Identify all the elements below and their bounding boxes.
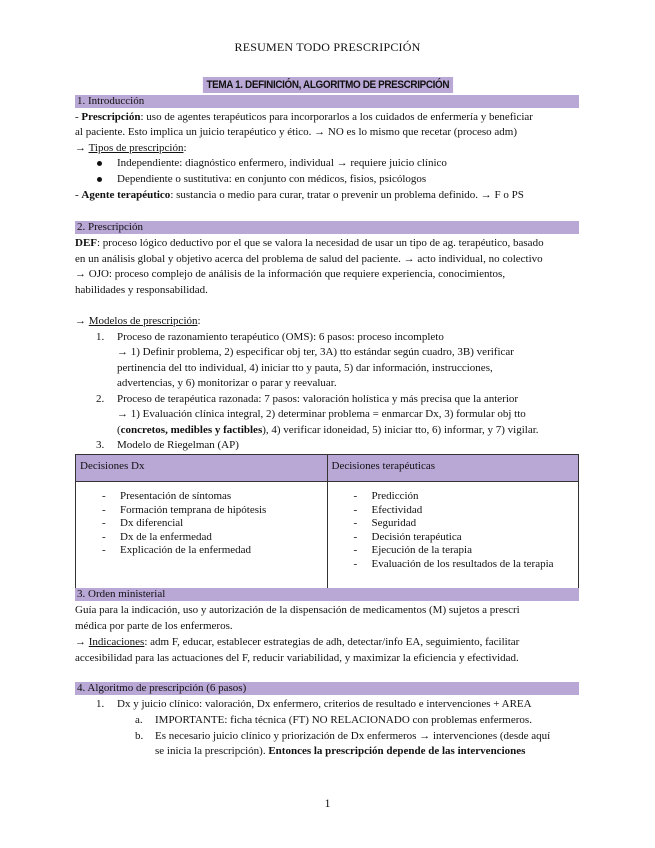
table-list-item-text: Decisión terapéutica bbox=[371, 530, 462, 543]
table-list-item bbox=[328, 531, 579, 545]
arrow-icon: → bbox=[75, 315, 89, 327]
table-list-item-text: Seguridad bbox=[371, 517, 417, 530]
table-header-dx: Decisiones Dx bbox=[76, 455, 328, 482]
modelo-2-number: 2. bbox=[96, 393, 105, 405]
sub-b-text-start: se inicia la prescripción). bbox=[155, 745, 269, 757]
table-list-item bbox=[328, 544, 579, 558]
def-text-1: : proceso lógico deductivo por el que se valora la necesidad de usar un tipo de ag. terapéutico, basado bbox=[97, 237, 544, 249]
sub-b-bold-text: Entonces la prescripción depende de las intervenciones bbox=[268, 745, 526, 757]
table-list-item bbox=[76, 531, 327, 545]
table-list-item-text: Presentación de síntomas bbox=[120, 490, 232, 502]
riegelman-decisions-table bbox=[75, 454, 579, 593]
prescripcion-term: Prescripción bbox=[81, 111, 141, 123]
modelo-3-title: Modelo de Riegelman (AP) bbox=[117, 439, 239, 451]
modelos-prescripcion-label bbox=[75, 314, 201, 328]
table-cell-dx bbox=[76, 482, 328, 593]
table-list-item-text: Dx diferencial bbox=[120, 517, 184, 530]
table-list-item bbox=[328, 490, 579, 504]
agente-terapeutico-line: - Agente terapéutico: sustancia o medio para curar, tratar o prevenir un problema definido. → F o PS bbox=[75, 189, 524, 201]
dash-bullet-icon: - bbox=[353, 517, 358, 530]
tipos-colon: : bbox=[183, 142, 187, 154]
dash-bullet-icon: - bbox=[102, 530, 106, 543]
section-2-heading: 2. Prescripción bbox=[75, 221, 579, 234]
paren-open: ( bbox=[117, 424, 121, 436]
tipos-item-1: Independiente: diagnóstico enfermero, individual → requiere juicio clínico bbox=[117, 157, 447, 169]
section-4-heading: 4. Algoritmo de prescripción (6 pasos) bbox=[75, 682, 579, 695]
indicaciones-text-1: : adm F, educar, establecer estrategias de adh, detectar/info EA, seguimiento, facilitar bbox=[144, 636, 520, 648]
dash-bullet-icon: - bbox=[353, 530, 358, 543]
prescripcion-definition-line-2: al paciente. Esto implica un juicio terapéutico y ético. → NO es lo mismo que recetar (proceso adm) bbox=[75, 126, 517, 138]
prescripcion-text-1: : uso de agentes terapéuticos para incorporarlos a los cuidados de enfermería y beneficiar bbox=[140, 111, 533, 123]
algoritmo-sub-b-line-2 bbox=[155, 744, 525, 758]
ojo-line-1: → OJO: proceso complejo de análisis de la información que requiere experiencia, conocimientos, bbox=[75, 268, 506, 280]
tema-heading-wrap bbox=[0, 77, 655, 93]
table-list-item-text: Dx de la enfermedad bbox=[120, 530, 212, 543]
orden-line-2: médica por parte de los enfermeros. bbox=[75, 620, 233, 632]
table-header-terapeuticas: Decisiones terapéuticas bbox=[327, 455, 579, 482]
table-list-item bbox=[76, 517, 327, 531]
modelo-1-number: 1. bbox=[96, 331, 105, 343]
table-list-item-text: Efectividad bbox=[371, 503, 423, 516]
bullet-icon bbox=[97, 177, 102, 182]
dash-bullet-icon: - bbox=[102, 517, 106, 530]
table-list-item bbox=[328, 504, 579, 518]
orden-line-1: Guía para la indicación, uso y autorización de la dispensación de medicamentos (M) sujetos a prescri bbox=[75, 604, 520, 616]
table-list-item-text: Ejecución de la terapia bbox=[371, 544, 472, 557]
table-cell-terapeuticas bbox=[327, 482, 579, 593]
modelo-2-bold-text: concretos, medibles y factibles bbox=[120, 424, 263, 436]
modelo-1-line-3: advertencias, y 6) monitorizar o parar y reevaluar. bbox=[117, 377, 337, 389]
table-list-item bbox=[328, 558, 579, 572]
algoritmo-sub-b-line-1: Es necesario juicio clínico y priorización de Dx enfermeros → intervenciones (desde aquí bbox=[155, 730, 551, 742]
table-list-item-text: Explicación de la enfermedad bbox=[120, 544, 252, 557]
modelo-1-title: Proceso de razonamiento terapéutico (OMS): 6 pasos: proceso incompleto bbox=[117, 331, 444, 343]
modelo-2-title: Proceso de terapéutica razonada: 7 pasos: valoración holística y más precisa que la anterior bbox=[117, 393, 519, 405]
table-list-item bbox=[76, 544, 327, 558]
dash-bullet-icon: - bbox=[102, 544, 106, 557]
arrow-icon: → bbox=[75, 142, 89, 154]
tema-heading: TEMA 1. DEFINICIÓN, ALGORITMO DE PRESCRIPCIÓN bbox=[203, 77, 453, 93]
algoritmo-item-1-text: Dx y juicio clínico: valoración, Dx enfermero, criterios de resultado e intervenciones + AREA bbox=[117, 698, 532, 710]
section-1-heading: 1. Introducción bbox=[75, 95, 579, 108]
def-line-2: en un análisis global y objetivo acerca del problema de salud del paciente. → acto individual, no colectivo bbox=[75, 253, 543, 265]
bullet-icon bbox=[97, 161, 102, 166]
page-number: 1 bbox=[324, 796, 331, 810]
tipos-label-text: Tipos de prescripción bbox=[88, 142, 184, 154]
agente-term: Agente terapéutico bbox=[81, 189, 171, 201]
section-3-heading: 3. Orden ministerial bbox=[75, 588, 579, 601]
arrow-icon: → bbox=[75, 636, 89, 648]
dash-bullet-icon: - bbox=[353, 544, 358, 557]
table-list-item bbox=[76, 504, 327, 518]
indicaciones-line-2: accesibilidad para las actuaciones del F, reducir variabilidad, y maximizar la eficiencia y efectividad. bbox=[75, 652, 519, 664]
algoritmo-sub-a-text: IMPORTANTE: ficha técnica (FT) NO RELACIONADO con problemas enfermeros. bbox=[155, 714, 532, 726]
def-line-1 bbox=[75, 236, 544, 250]
modelo-1-line-2: pertinencia del tto individual, 4) iniciar tto y pauta, 5) dar información, instrucciones, bbox=[117, 362, 493, 374]
table-list-item-text: Evaluación de los resultados de la terapia bbox=[371, 557, 554, 570]
tipos-item-2: Dependiente o sustitutiva: en conjunto con médicos, fisios, psicólogos bbox=[117, 173, 427, 185]
modelos-label-text: Modelos de prescripción bbox=[88, 315, 198, 327]
modelo-2-line-1: → 1) Evaluación clínica integral, 2) determinar problema = enmarcar Dx, 3) formular obj tto bbox=[117, 408, 526, 420]
table-list-item bbox=[328, 517, 579, 531]
algoritmo-item-1-number: 1. bbox=[96, 698, 105, 710]
decisiones-terapeuticas-list bbox=[328, 490, 579, 572]
prescripcion-definition-line-1: - Prescripción: uso de agentes terapéuticos para incorporarlos a los cuidados de enfermería y beneficiar bbox=[75, 111, 533, 123]
modelo-2-line-2 bbox=[117, 423, 539, 437]
dash-bullet-icon: - bbox=[353, 503, 358, 516]
modelo-1-line-1: → 1) Definir problema, 2) especificar obj ter, 3A) tto estándar según cuadro, 3B) verificar bbox=[117, 346, 514, 358]
ojo-line-2: habilidades y responsabilidad. bbox=[75, 284, 208, 296]
decisiones-dx-list bbox=[76, 490, 327, 558]
indicaciones-label: Indicaciones bbox=[88, 636, 145, 648]
dash-bullet-icon: - bbox=[102, 490, 106, 502]
indicaciones-line-1 bbox=[75, 635, 519, 649]
table-list-item bbox=[76, 490, 327, 504]
modelos-colon: : bbox=[197, 315, 201, 327]
dash-bullet-icon: - bbox=[353, 557, 358, 570]
modelo-3-number: 3. bbox=[96, 439, 105, 451]
def-term: DEF bbox=[75, 237, 97, 249]
tipos-prescripcion-label bbox=[75, 141, 187, 155]
dash-bullet-icon: - bbox=[102, 503, 106, 516]
modelo-2-rest-text: ), 4) verificar idoneidad, 5) iniciar tto, 6) informar, y 7) vigilar. bbox=[262, 424, 539, 436]
agente-text: : sustancia o medio para curar, tratar o prevenir un problema definido. → F o PS bbox=[170, 189, 524, 201]
table-list-item-text: Predicción bbox=[371, 490, 419, 502]
algoritmo-sub-b-letter: b. bbox=[135, 730, 144, 742]
table-list-item-text: Formación temprana de hipótesis bbox=[120, 503, 267, 516]
document-title: RESUMEN TODO PRESCRIPCIÓN bbox=[234, 40, 421, 54]
dash-bullet-icon: - bbox=[353, 490, 358, 502]
algoritmo-sub-a-letter: a. bbox=[135, 714, 143, 726]
